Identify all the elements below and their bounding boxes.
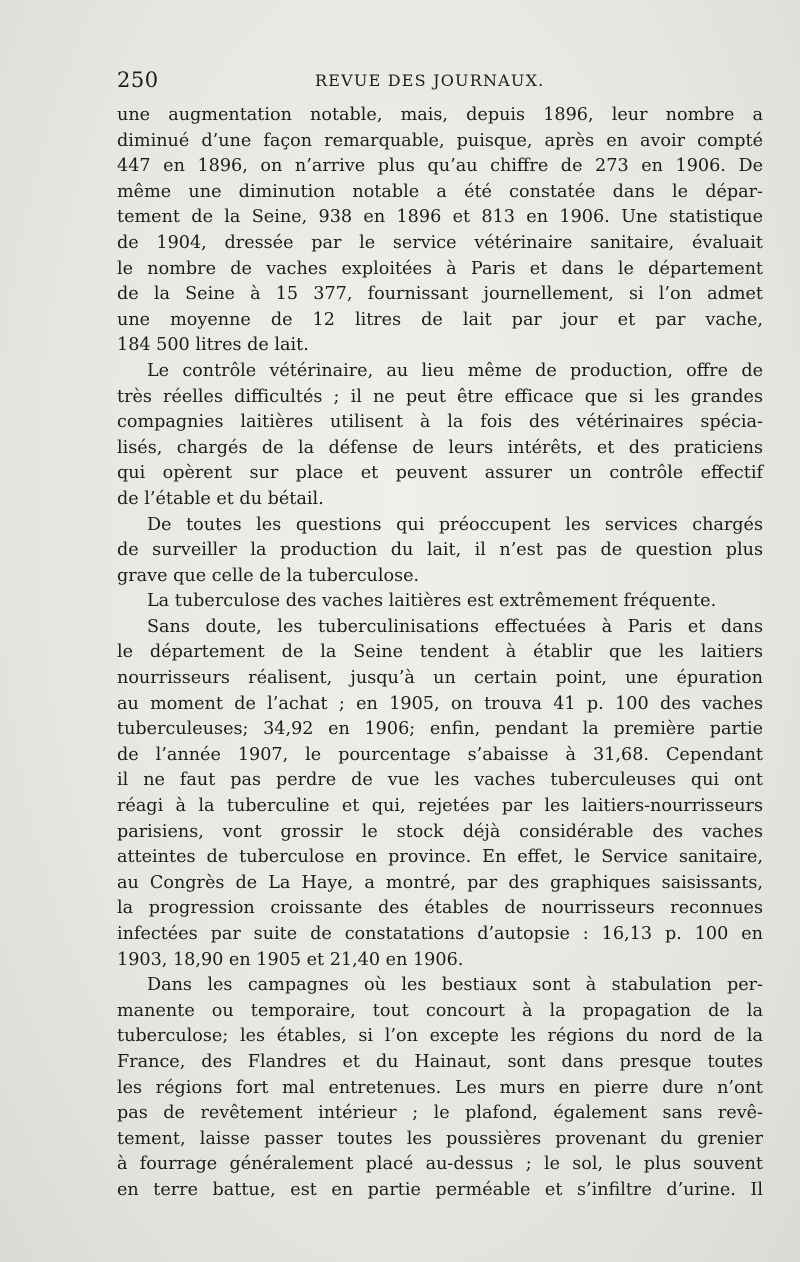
text-line: Dans les campagnes où les bestiaux sont à stabulation per-	[147, 975, 763, 996]
text-line: infectées par suite de constatations d’autopsie : 16,13 p. 100 en	[117, 924, 763, 944]
text-line: qui opèrent sur place et peuvent assurer un contrôle effectif	[117, 463, 763, 484]
text-line: La tuberculose des vaches laitières est extrêmement fréquente.	[147, 591, 717, 612]
text-line: nourrisseurs réalisent, jusqu’à un certain point, une épuration	[117, 668, 763, 689]
text-line: France, des Flandres et du Hainaut, sont dans presque toutes	[117, 1051, 763, 1072]
text-line: Le contrôle vétérinaire, au lieu même de production, offre de	[147, 360, 763, 381]
body-text	[117, 103, 763, 1204]
text-line: de surveiller la production du lait, il n’est pas de question plus	[117, 540, 763, 561]
text-line: manente ou temporaire, tout concourt à la propagation de la	[117, 1000, 763, 1021]
text-line: le nombre de vaches exploitées à Paris et dans le département	[117, 258, 763, 279]
text-line: diminué d’une façon remarquable, puisque, après en avoir compté	[117, 130, 763, 151]
text-line: de la Seine à 15 377, fournissant journellement, si l’on admet	[117, 284, 763, 305]
running-title: REVUE DES JOURNAUX.	[315, 71, 545, 90]
text-line: il ne faut pas perdre de vue les vaches tuberculeuses qui ont	[117, 770, 763, 791]
text-line: en terre battue, est en partie perméable et s’infiltre d’urine. Il	[117, 1179, 763, 1200]
text-line: Sans doute, les tuberculinisations effectuées à Paris et dans	[147, 616, 763, 637]
text-line: une augmentation notable, mais, depuis 1896, leur nombre a	[117, 105, 763, 125]
text-line: de 1904, dressée par le service vétérinaire sanitaire, évaluait	[117, 232, 763, 253]
text-line: parisiens, vont grossir le stock déjà considérable des vaches	[117, 821, 763, 842]
text-line: de l’étable et du bétail.	[117, 488, 324, 509]
text-line: lisés, chargés de la défense de leurs intérêts, et des praticiens	[117, 437, 763, 458]
text-line: compagnies laitières utilisent à la fois des vétérinaires spécia-	[117, 412, 763, 433]
text-line: une moyenne de 12 litres de lait par jour et par vache,	[117, 309, 763, 330]
text-line: à fourrage généralement placé au-dessus ; le sol, le plus souvent	[117, 1154, 763, 1175]
text-line: tuberculeuses; 34,92 en 1906; enfin, pendant la première partie	[117, 719, 763, 740]
text-line: atteintes de tuberculose en province. En effet, le Service sanitaire,	[117, 847, 763, 868]
text-line: réagi à la tuberculine et qui, rejetées par les laitiers-nourrisseurs	[117, 796, 763, 817]
text-line: au Congrès de La Haye, a montré, par des graphiques saisissants,	[117, 872, 763, 893]
text-line: 447 en 1896, on n’arrive plus qu’au chiffre de 273 en 1906. De	[117, 156, 763, 177]
text-line: les régions fort mal entretenues. Les murs en pierre dure n’ont	[117, 1077, 763, 1098]
text-line: tement de la Seine, 938 en 1896 et 813 en 1906. Une statistique	[117, 207, 763, 228]
text-line: De toutes les questions qui préoccupent les services chargés	[147, 514, 763, 535]
text-line: pas de revêtement intérieur ; le plafond, également sans revê-	[117, 1103, 763, 1124]
text-line: la progression croissante des étables de nourrisseurs reconnues	[117, 898, 763, 919]
text-line: le département de la Seine tendent à établir que les laitiers	[117, 642, 763, 663]
text-line: tement, laisse passer toutes les poussières provenant du grenier	[117, 1128, 763, 1149]
text-line: au moment de l’achat ; en 1905, on trouva 41 p. 100 des vaches	[117, 693, 763, 714]
text-line: tuberculose; les étables, si l’on excepte les régions du nord de la	[117, 1026, 763, 1047]
text-line: 1903, 18,90 en 1905 et 21,40 en 1906.	[117, 949, 464, 970]
page-header	[117, 68, 760, 98]
page-number: 250	[117, 68, 159, 92]
text-line: même une diminution notable a été constatée dans le dépar-	[117, 181, 763, 202]
text-line: très réelles difficultés ; il ne peut être efficace que si les grandes	[117, 386, 763, 407]
text-line: 184 500 litres de lait.	[117, 335, 309, 356]
text-line: de l’année 1907, le pourcentage s’abaisse à 31,68. Cependant	[117, 744, 763, 765]
text-line: grave que celle de la tuberculose.	[117, 565, 420, 586]
